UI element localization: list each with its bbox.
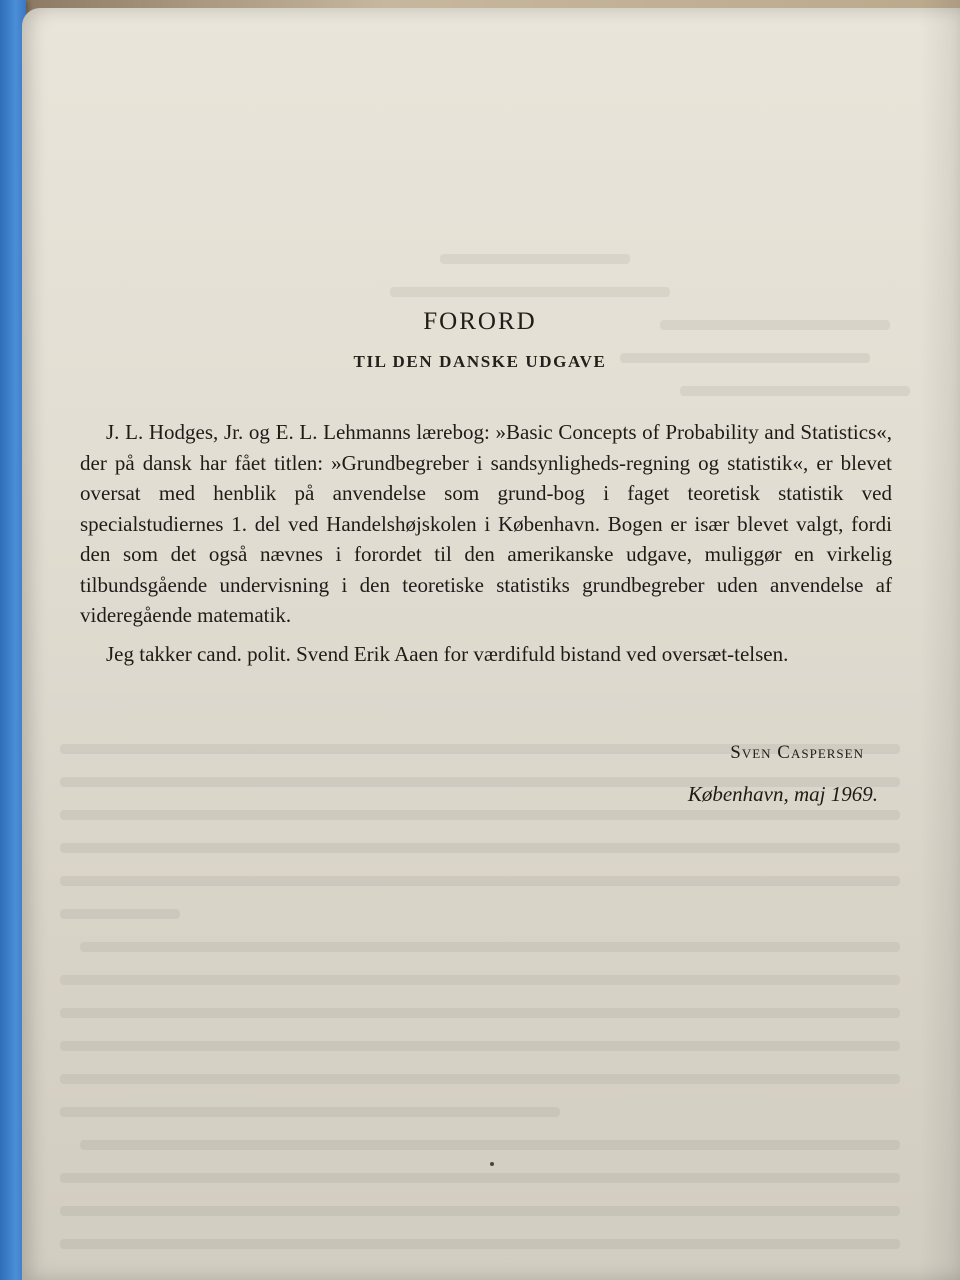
paragraph-1: J. L. Hodges, Jr. og E. L. Lehmanns lærebog: »Basic Concepts of Probability and Statistics«, der på dansk har fået titlen: »Grundbegreber i sandsynligheds-regning og statistik«, er blevet oversat med henblik på anvendelse som grund-bog i faget teoretisk statistik ved specialstudiernes 1. del ved Handelshøjskolen i København. Bogen er især blevet valgt, fordi den som det også nævnes i forordet til den amerikanske udgave, muliggør en virkelig tilbundsgående undervisning i den teoretiske statistiks grundbegreber uden anvendelse af videregående matematik. (80, 420, 892, 627)
page-subtitle: TIL DEN DANSKE UDGAVE (353, 352, 607, 371)
show-through-text-lower (60, 730, 920, 1258)
page-edge-shadow (920, 0, 960, 1280)
page-speck (490, 1162, 494, 1166)
signature-place-date: København, maj 1969. (687, 782, 878, 806)
signature-name: Sven Caspersen (730, 742, 864, 763)
paragraph-2: Jeg takker cand. polit. Svend Erik Aaen for værdifuld bistand ved oversæt-telsen. (106, 641, 789, 666)
preface-body (80, 417, 892, 677)
page-title: FORORD (423, 308, 537, 335)
